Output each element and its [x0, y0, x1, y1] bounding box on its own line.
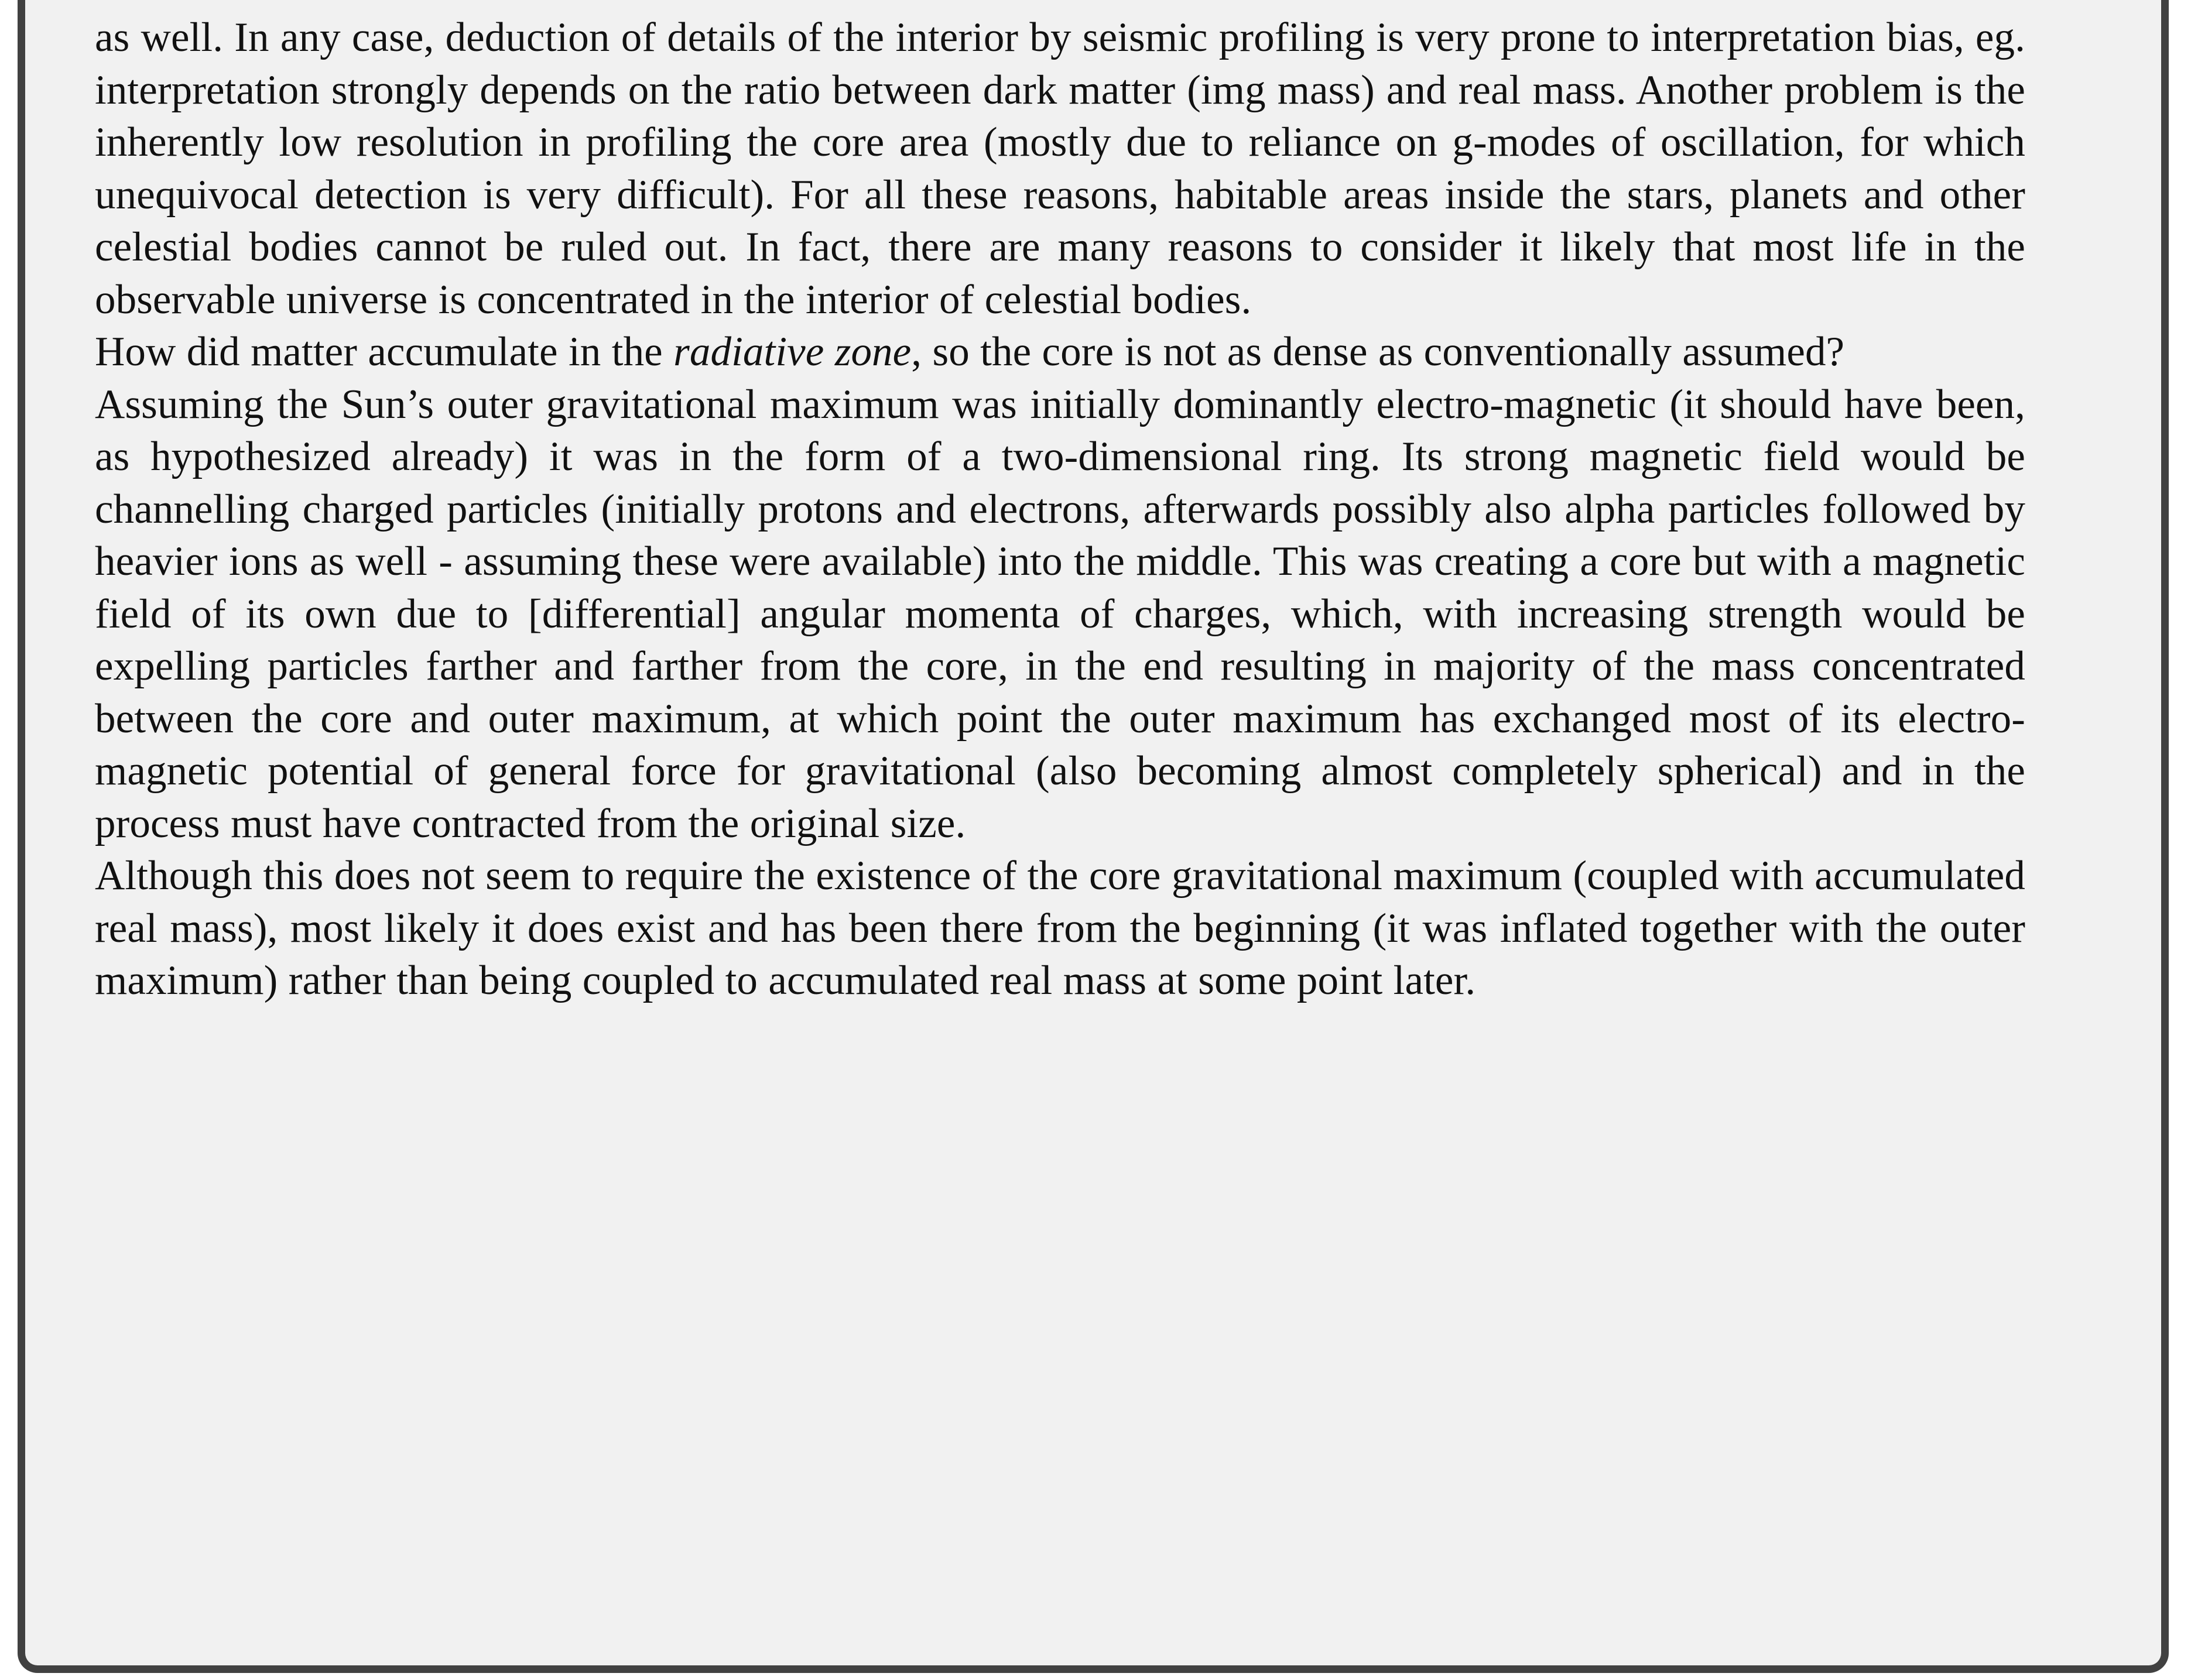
para-question-radiative-zone — [95, 326, 2025, 379]
document-page-frame — [18, 0, 2169, 1673]
text-run: Although this does not seem to require the existence of the core gravitational maximum (coupled with accumulated real mass), most likely it does exist and has been there from the beginning (it was inflated together with the outer maximum) rather than being coupled to accumulated real mass at some point later. — [95, 853, 2025, 1003]
text-run: How did matter accumulate in the — [95, 329, 674, 375]
para-sun-outer-maximum — [95, 379, 2025, 851]
text-run: as well. In any case, deduction of details of the interior by seismic profiling is very prone to interpretation bias, eg. interpretation strongly depends on the ratio between dark matter (img mass) and real mass. Another problem is the inherently low resolution in profiling the core area (mostly due to reliance on g-modes of oscillation, for which unequivocal detection is very difficult). For all these reasons, habitable areas inside the stars, planets and other celestial bodies cannot be ruled out. In fact, there are many reasons to consider it likely that most life in the observable universe is concentrated in the interior of celestial bodies. — [95, 15, 2025, 323]
text-run: , so the core is not as dense as conventionally assumed? — [911, 329, 1845, 375]
para-core-gravitational-maximum — [95, 850, 2025, 1007]
text-column — [95, 12, 2025, 1007]
text-run: Assuming the Sun’s outer gravitational maximum was initially dominantly electro-magnetic (it should have been, as hypothesized already) it was in the form of a two-dimensional ring. Its strong magnetic field would be channelling charged particles (initially protons and electrons, afterwards possibly also alpha particles followed by heavier ions as well - assuming these were available) into the middle. This was creating a core but with a magnetic field of its own due to [differential] angular momenta of charges, which, with increasing strength would be expelling particles farther and farther from the core, in the end resulting in majority of the mass concentrated between the core and outer maximum, at which point the outer maximum has exchanged most of its electro-magnetic potential of general force for gravitational (also becoming almost completely spherical) and in the process must have contracted from the original size. — [95, 381, 2025, 846]
para-seismic-profiling — [95, 12, 2025, 326]
emphasized-term: radiative zone — [673, 329, 912, 375]
document-content-area — [25, 0, 2161, 1645]
